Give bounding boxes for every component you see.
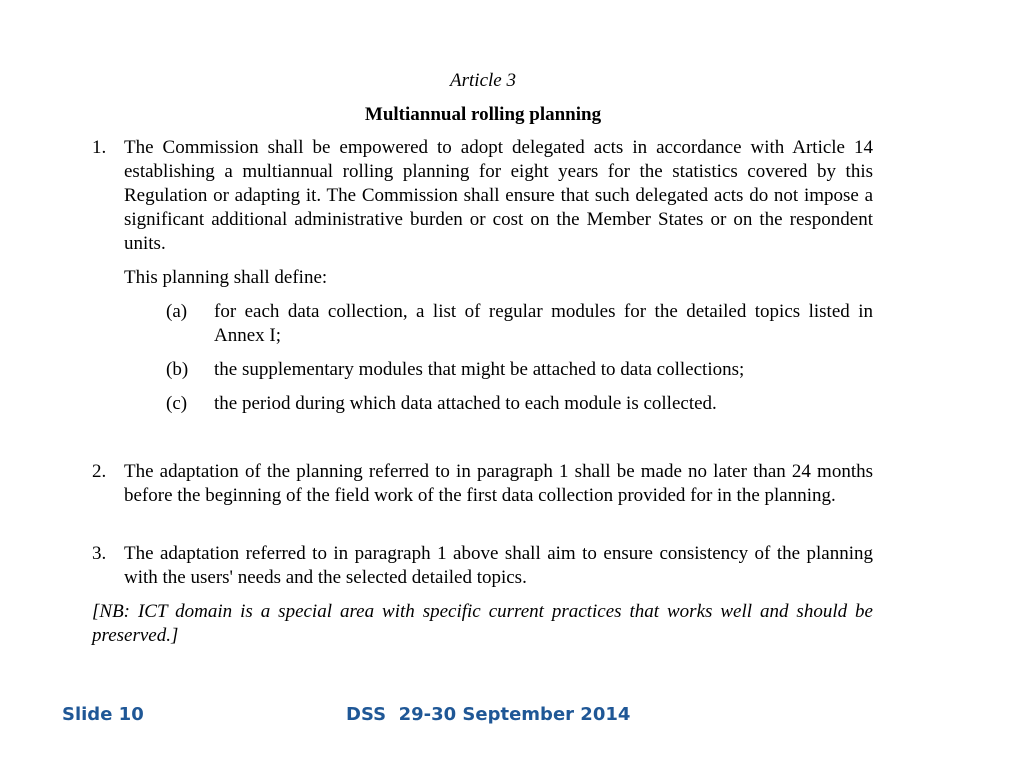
paragraph-3-text: The adaptation referred to in paragraph 1 above shall aim to ensure consistency of the planning with the users' needs and the selected detailed topics. bbox=[124, 543, 873, 588]
paragraph-1-intro: This planning shall define: bbox=[124, 267, 328, 288]
paragraph-2-text: The adaptation of the planning referred to in paragraph 1 shall be made no later than 24 months before the beginning of the field work of the first data collection provided for in the planning. bbox=[124, 461, 873, 506]
item-b-text: the supplementary modules that might be attached to data collections; bbox=[214, 359, 745, 380]
paragraph-1-number: 1. bbox=[92, 137, 107, 158]
editorial-note: [NB: ICT domain is a special area with specific current practices that works well and should be preserved.] bbox=[92, 601, 873, 646]
item-a-label: (a) bbox=[166, 301, 188, 322]
slide-number: Slide 10 bbox=[62, 704, 144, 725]
item-a-text: for each data collection, a list of regular modules for the detailed topics listed in Annex I; bbox=[214, 301, 873, 346]
item-c-text: the period during which data attached to each module is collected. bbox=[214, 393, 717, 414]
item-b-label: (b) bbox=[166, 359, 189, 380]
paragraph-3-number: 3. bbox=[92, 543, 107, 564]
paragraph-1-text: The Commission shall be empowered to adopt delegated acts in accordance with Article 14 establishing a multiannual rolling planning for eight years for the statistics covered by this Regulation or adapting it. The Commission shall ensure that such delegated acts do not impose a significant additional administrative burden or cost on the Member States or on the respondent units. bbox=[124, 137, 873, 254]
article-heading: Article 3 bbox=[450, 70, 516, 91]
paragraph-2-number: 2. bbox=[92, 461, 107, 482]
event-label: DSS 29-30 September 2014 bbox=[346, 704, 631, 725]
article-title: Multiannual rolling planning bbox=[364, 104, 602, 125]
item-c-label: (c) bbox=[166, 393, 188, 414]
